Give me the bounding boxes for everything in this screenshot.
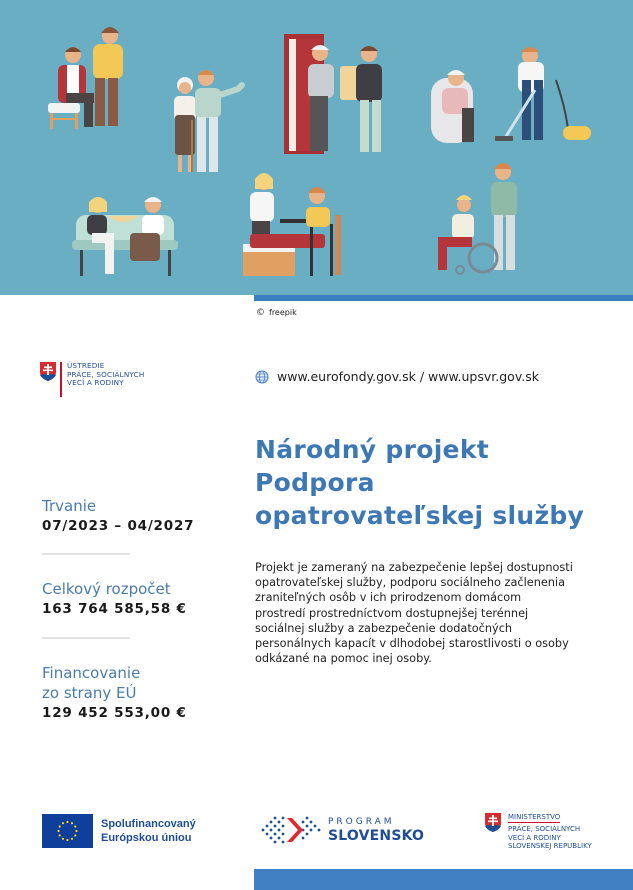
ministry-logo-text	[508, 813, 592, 850]
program-label: PROGRAM	[328, 816, 395, 827]
eu-text-line: Európskou úniou	[101, 832, 192, 844]
footer-accent-bar	[254, 869, 633, 890]
websites-links[interactable]: www.eurofondy.gov.sk / www.upsvr.gov.sk	[277, 369, 539, 384]
caregiving-illustration	[0, 0, 633, 295]
scene-door	[284, 34, 382, 154]
scene-helping-stand	[48, 27, 123, 129]
fact-label: Financovanie	[42, 664, 141, 682]
project-facts	[42, 496, 222, 723]
slovensko-label: SLOVENSKO	[328, 827, 425, 844]
image-credit	[256, 308, 297, 318]
logo-line: PRÁCE, SOCIÁLNYCH	[67, 369, 145, 379]
logo-line: ÚSTREDIE	[67, 361, 105, 370]
upsvr-logo	[40, 362, 144, 397]
divider	[42, 553, 130, 555]
program-slovensko-logo	[260, 814, 424, 846]
project-title	[255, 433, 584, 532]
scene-sofa-tea	[72, 197, 178, 276]
globe-icon	[255, 370, 269, 384]
program-slovensko-icon	[260, 814, 322, 846]
logo-line: VECÍ A RODINY	[67, 378, 124, 388]
credit-text: freepik	[269, 308, 297, 317]
slovak-coat-of-arms-icon	[485, 813, 501, 832]
fact-label: Celkový rozpočet	[42, 580, 171, 598]
title-line-1: Národný projekt	[255, 435, 489, 464]
fact-eu-funding	[42, 663, 222, 723]
ministry-line: PRÁCE, SOCIÁLNYCH	[508, 825, 581, 834]
fact-total-budget	[42, 579, 222, 619]
ministry-line: VECÍ A RODINY	[508, 833, 561, 842]
title-line-3: opatrovateľskej služby	[255, 501, 585, 530]
hero-accent-band	[254, 295, 633, 301]
copyright-icon: ©	[256, 308, 265, 318]
project-description: Projekt je zameraný na zabezpečenie lepšej dostupnosti opatrovateľskej služby, podporu sociálneho začlenenia zraniteľných osôb v ich prirodzenom domácom prostredí prostredníctvom dostupnejšej terénnej sociálnej služby a zabezpečenie dodatočných personálnych kapacít v dlhodobej starostlivosti o osoby odkázané na pomoc inej osoby.	[255, 561, 573, 666]
eu-flag-icon	[42, 814, 93, 848]
program-slovensko-text	[328, 817, 424, 844]
slovak-coat-of-arms-icon	[40, 362, 56, 381]
fact-label: zo strany EÚ	[42, 684, 137, 702]
hero-illustration	[0, 0, 633, 295]
scene-bed-meal	[243, 173, 341, 276]
fact-value: 163 764 585,58 €	[42, 601, 187, 617]
title-line-2: Podpora	[255, 468, 375, 497]
scene-wheelchair	[438, 163, 517, 274]
fact-value: 129 452 553,00 €	[42, 705, 187, 721]
websites-line	[255, 369, 539, 384]
fact-label: Trvanie	[42, 497, 97, 515]
ministry-logo	[485, 813, 592, 850]
fact-value: 07/2023 – 04/2027	[42, 518, 195, 534]
ministry-line: MINISTERSTVO	[508, 813, 560, 823]
upsvr-logo-text	[67, 362, 144, 388]
fact-duration	[42, 496, 222, 536]
eu-cofunded-text	[101, 817, 196, 845]
divider	[42, 637, 130, 639]
ministry-line: SLOVENSKEJ REPUBLIKY	[508, 841, 592, 850]
eu-cofunded-logo	[42, 814, 196, 848]
logo-separator	[60, 362, 62, 397]
scene-vacuum	[431, 47, 591, 143]
scene-walking	[174, 70, 242, 172]
eu-text-line: Spolufinancovaný	[101, 818, 196, 830]
